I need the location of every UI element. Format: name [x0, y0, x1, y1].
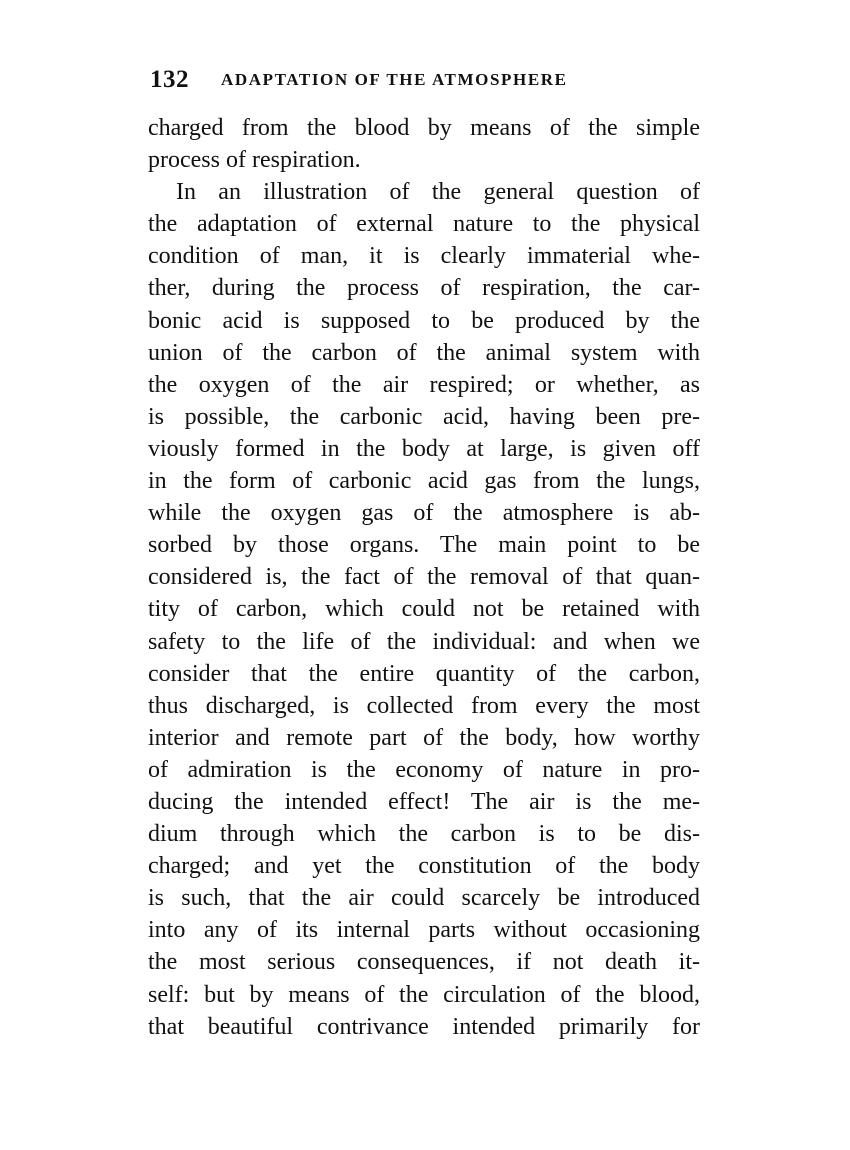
- text-line: condition of man, it is clearly immaterial whe-: [148, 243, 700, 270]
- text-line: ducing the intended effect! The air is the me-: [148, 788, 700, 815]
- text-line: process of respiration.: [148, 147, 361, 174]
- text-line: consider that the entire quantity of the carbon,: [148, 660, 700, 687]
- text-line: the adaptation of external nature to the physical: [148, 211, 700, 238]
- text-line: the oxygen of the air respired; or whether, as: [148, 371, 700, 398]
- text-line: thus discharged, is collected from every the most: [148, 692, 700, 719]
- text-line: self: but by means of the circulation of the blood,: [148, 981, 700, 1008]
- text-line: is possible, the carbonic acid, having been pre-: [148, 403, 700, 430]
- text-line: viously formed in the body at large, is given off: [148, 435, 700, 462]
- text-line: in the form of carbonic acid gas from the lungs,: [148, 468, 700, 495]
- text-line: the most serious consequences, if not death it-: [148, 949, 700, 976]
- text-line: charged; and yet the constitution of the body: [148, 853, 700, 880]
- text-line: into any of its internal parts without occasioning: [148, 917, 700, 944]
- text-line: union of the carbon of the animal system with: [148, 339, 700, 366]
- running-header: [150, 66, 700, 96]
- text-line: safety to the life of the individual: and when we: [148, 628, 700, 655]
- text-line: bonic acid is supposed to be produced by the: [148, 307, 700, 334]
- body-text: [148, 112, 700, 1043]
- text-line: tity of carbon, which could not be retained with: [148, 596, 700, 623]
- text-line: charged from the blood by means of the simple: [148, 115, 700, 141]
- text-line: ther, during the process of respiration, the car-: [148, 275, 700, 302]
- text-line: In an illustration of the general question of: [176, 179, 700, 206]
- text-line: of admiration is the economy of nature in pro-: [148, 756, 700, 783]
- text-line: while the oxygen gas of the atmosphere is ab-: [148, 500, 700, 527]
- text-line: interior and remote part of the body, how worthy: [148, 724, 700, 751]
- running-title: ADAPTATION OF THE ATMOSPHERE: [221, 70, 568, 89]
- text-line: sorbed by those organs. The main point to be: [148, 532, 700, 559]
- page-number: 132: [150, 66, 189, 93]
- text-line: considered is, the fact of the removal of that quan-: [148, 564, 700, 591]
- text-line: that beautiful contrivance intended primarily for: [148, 1013, 700, 1040]
- text-line: dium through which the carbon is to be dis-: [148, 821, 700, 848]
- text-line: is such, that the air could scarcely be introduced: [148, 885, 700, 912]
